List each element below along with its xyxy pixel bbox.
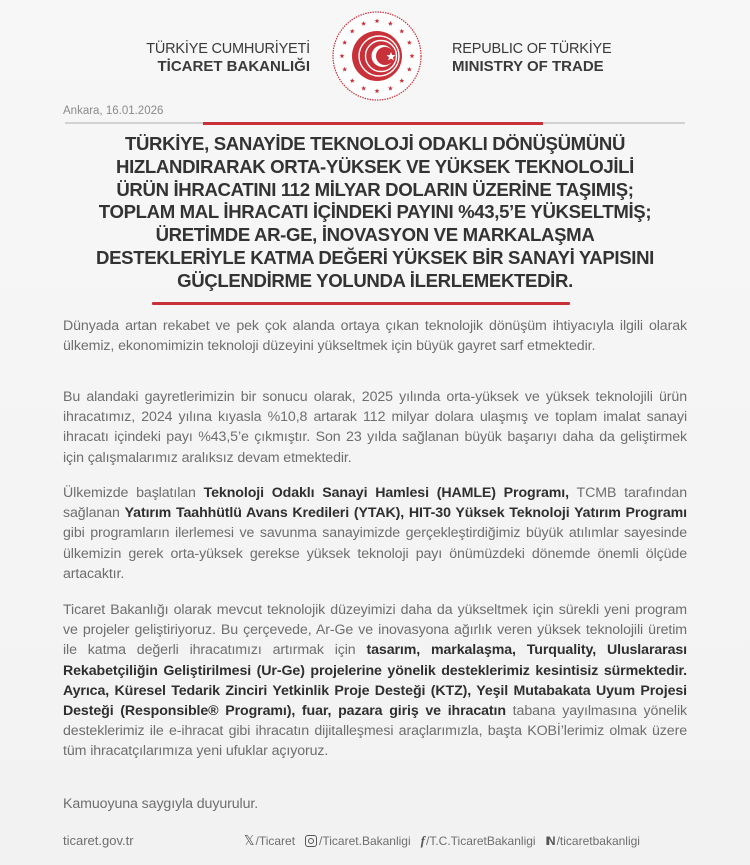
title-line: ÜRÜN İHRACATINI 112 MİLYAR DOLARIN ÜZERİNE TAŞIMIŞ; [116,178,634,200]
header-divider-accent [203,122,543,125]
social-links [244,833,640,849]
nsosyal-icon: IN [545,834,554,848]
social-facebook[interactable] [421,833,536,849]
social-handle: /T.C.TicaretBakanligi [425,834,536,848]
closing-line: Kamuoyuna saygıyla duyurulur. [63,796,259,812]
social-instagram[interactable] [305,834,411,848]
title-line: ÜRETİMDE AR-GE, İNOVASYON VE MARKALAŞMA [155,224,595,246]
letterhead-turkish [130,41,310,75]
website-link[interactable]: ticaret.gov.tr [63,833,134,848]
facebook-icon: f [420,833,425,848]
header-divider [65,122,685,124]
social-handle: /Ticaret.Bakanligi [319,834,411,848]
title-line: HIZLANDIRARAK ORTA-YÜKSEK VE YÜKSEK TEKNOLOJİLİ [116,155,634,177]
program-name-hamle: Teknoloji Odaklı Sanayi Hamlesi (HAMLE) Programı, [203,485,569,501]
letterhead [0,0,750,100]
republic-name-en: REPUBLIC OF TÜRKİYE [452,41,612,57]
ministry-name-en: MINISTRY OF TRADE [452,58,604,75]
paragraph-3 [63,483,687,584]
paragraph-text: tabana yayılmasına yönelik desteklerimiz ile e-ihracat gibi ihracatın dijitalleşmesi araçlarımızla, başta KOBİ’lerimiz olmak üzere tüm ihracatçılarımıza yeni ufuklar açıyoruz. [63,703,687,760]
paragraph-text: gibi programların ilerlemesi ve savunma sanayimizde gerçekleştirdiğimiz büyük atılımlar sayesinde ülkemizin gerek orta-yüksek gerekse yüksek teknoloji payı önümüzdeki dönemde önemli ölçüde artacaktır. [63,525,687,582]
ministry-emblem-icon [331,10,423,102]
paragraph-text: TCMB tarafından sağlanan [63,485,687,522]
instagram-icon [305,835,317,847]
title-line: GÜÇLENDİRME YOLUNDA İLERLEMEKTEDİR. [177,269,573,291]
social-handle: /ticaretbakanligi [556,834,640,848]
press-release-date: Ankara, 16.01.2026 [63,105,164,117]
paragraph-1: Dünyada artan rekabet ve pek çok alanda ortaya çıkan teknolojik dönüşüm ihtiyacıyla ilgili olarak ülkemiz, ekonomimizin teknoloji düzeyini yükseltmek için büyük gayret sarf etmektedir. [63,318,687,355]
republic-name-tr: TÜRKİYE CUMHURİYETİ [146,41,310,57]
title-underline [152,302,570,305]
title-line: TÜRKİYE, SANAYİDE TEKNOLOJİ ODAKLI DÖNÜŞÜMÜNÜ [124,133,626,154]
press-release-title [55,133,695,293]
social-nsosyal[interactable] [546,834,640,848]
paragraph-text: Ülkemizde başlatılan [63,485,204,501]
support-programs-list: tasarım, markalaşma, Turquality, Uluslararası Rekabetçiliğin Geliştirilmesi (Ur-Ge) projelerine yönelik desteklerimiz kesintisiz sürmektedir. Ayrıca, Küresel Tedarik Zinciri Yetkinlik Proje Desteği (KTZ), Yeşil Mutabakata Uyum Projesi Desteği (Responsible® Programı), fuar, pazara giriş ve ihracatın [63,642,687,720]
title-line: TOPLAM MAL İHRACATI İÇİNDEKİ PAYINI %43,5’E YÜKSELTMİŞ; [98,201,652,223]
title-line: DESTEKLERİYLE KATMA DEĞERİ YÜKSEK BİR SANAYİ YAPISINI [96,246,654,268]
social-handle: /Ticaret [255,834,296,848]
letterhead-english [452,41,652,75]
x-icon: 𝕏 [244,833,255,849]
social-x[interactable] [244,834,295,849]
paragraph-2: Bu alandaki gayretlerimizin bir sonucu olarak, 2025 yılında orta-yüksek ve yüksek teknolojili ürün ihracatımız, 2024 yılına kıyasla %10,8 artarak 112 milyar dolara ulaşmış ve toplam imalat sanayi ihracatı içindeki payı %43,5’e çıkmıştır. Son 23 yılda sağlanan büyük başarıyı daha da geliştirmek için çalışmalarımız aralıksız devam etmektedir. [63,389,687,466]
paragraph-text: Ticaret Bakanlığı olarak mevcut teknolojik düzeyimizi daha da yükseltmek için sürekli yeni program ve projeler geliştiriyoruz. Bu çerçevede, Ar-Ge ve inovasyona ağırlık veren yüksek teknolojili üretim ile katma değerli ihracatımızı artırmak için [63,602,687,659]
program-name-ytak-hit30: Yatırım Taahhütlü Avans Kredileri (YTAK), HIT-30 Yüksek Teknoloji Yatırım Programı [124,505,687,522]
ministry-name-tr: TİCARET BAKANLIĞI [157,58,310,75]
paragraph-4 [63,600,687,762]
footer [0,830,750,854]
